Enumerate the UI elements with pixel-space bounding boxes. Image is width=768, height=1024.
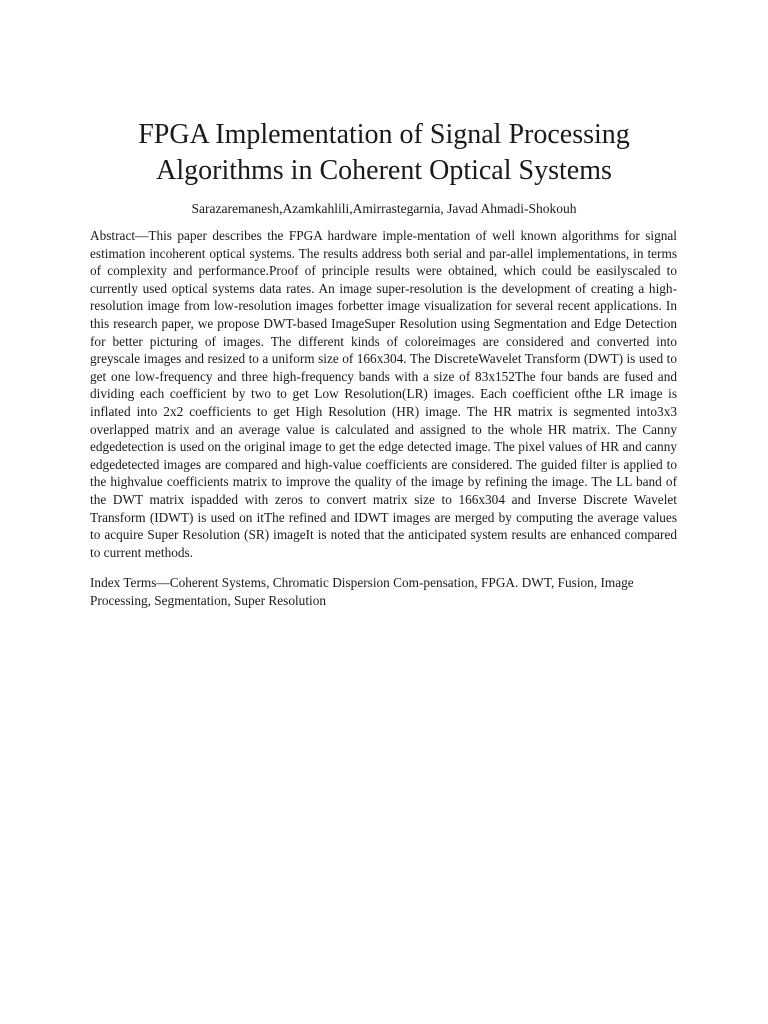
paper-title-line-2: Algorithms in Coherent Optical Systems: [156, 155, 612, 186]
paper-title: [60, 117, 708, 189]
paper-title-line-1: FPGA Implementation of Signal Processing: [138, 119, 630, 150]
paper-authors: Sarazaremanesh,Azamkahlili,Amirrastegarnia, Javad Ahmadi-Shokouh: [191, 201, 577, 216]
paper-abstract: Abstract—This paper describes the FPGA hardware imple-mentation of well known algorithms for signal estimation incoherent optical systems. The results address both serial and par-allel implementations, in terms of complexity and performance.Proof of principle results were obtained, which could be easilyscaled to currently used optical systems data rates. An image super-resolution is the development of creating a high-resolution image from low-resolution images forbetter image visualization for several recent applications. In this research paper, we propose DWT-based ImageSuper Resolution using Segmentation and Edge Detection for better picturing of images. The different kinds of coloreimages are considered and converted into greyscale images and resized to a uniform size of 166x304. The DiscreteWavelet Transform (DWT) is used to get one low-frequency and three high-frequency bands with a size of 83x152The four bands are fused and dividing each coefficient by two to get Low Resolution(LR) images. Each coefficient ofthe LR image is inflated into 2x2 coefficients to get High Resolution (HR) image. The HR matrix is segmented into3x3 overlapped matrix and an average value is calculated and assigned to the whole HR matrix. The Canny edgedetection is used on the original image to get the edge detected image. The pixel values of HR and canny edgedetected images are compared and high-value coefficients are considered. The guided filter is applied to the highvalue coefficients matrix to improve the quality of the image by refining the image. The LL band of the DWT matrix ispadded with zeros to convert matrix size to 166x304 and Inverse Discrete Wavelet Transform (IDWT) is used on itThe refined and IDWT images are merged by computing the average values to acquire Super Resolution (SR) imageIt is noted that the anticipated system results are enhanced compared to current methods.: [90, 228, 677, 560]
paper-index-terms: Index Terms—Coherent Systems, Chromatic Dispersion Com-pensation, FPGA. DWT, Fusion, Image Processing, Segmentation, Super Resolution: [90, 575, 634, 608]
